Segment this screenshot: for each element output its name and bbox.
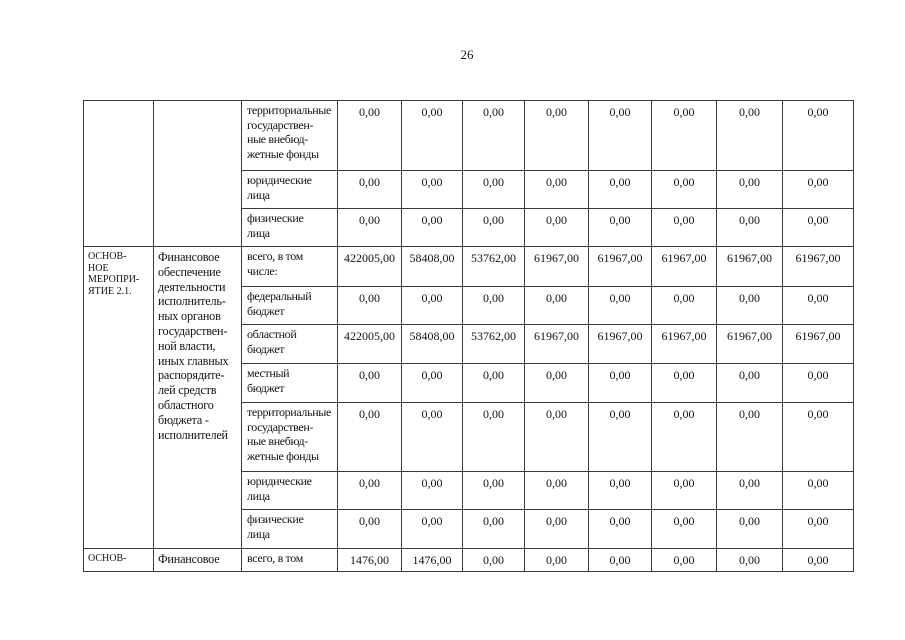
- amount-cell: 0,00: [589, 171, 652, 209]
- table-row: [84, 101, 854, 171]
- amount-cell: 0,00: [783, 364, 854, 403]
- amount-cell: 0,00: [717, 287, 783, 325]
- funding-source-cell: всего, в том: [242, 549, 338, 572]
- funding-source-cell: юридические лица: [242, 472, 338, 510]
- amount-cell: 0,00: [463, 510, 525, 549]
- amount-cell: 0,00: [717, 549, 783, 572]
- amount-cell: 0,00: [338, 364, 402, 403]
- amount-cell: 0,00: [652, 364, 717, 403]
- amount-cell: 0,00: [463, 403, 525, 472]
- amount-cell: 0,00: [652, 209, 717, 247]
- amount-cell: 61967,00: [652, 247, 717, 287]
- amount-cell: 0,00: [783, 101, 854, 171]
- amount-cell: 61967,00: [589, 247, 652, 287]
- amount-cell: 0,00: [589, 403, 652, 472]
- amount-cell: 61967,00: [717, 247, 783, 287]
- amount-cell: 0,00: [338, 209, 402, 247]
- amount-cell: 0,00: [402, 209, 463, 247]
- amount-cell: 0,00: [463, 287, 525, 325]
- amount-cell: 61967,00: [589, 325, 652, 364]
- amount-cell: 0,00: [783, 510, 854, 549]
- amount-cell: 0,00: [338, 101, 402, 171]
- amount-cell: 0,00: [589, 510, 652, 549]
- amount-cell: 0,00: [402, 510, 463, 549]
- amount-cell: 0,00: [652, 472, 717, 510]
- amount-cell: 0,00: [589, 101, 652, 171]
- amount-cell: 0,00: [652, 549, 717, 572]
- amount-cell: 61967,00: [783, 325, 854, 364]
- amount-cell: 422005,00: [338, 325, 402, 364]
- amount-cell: 0,00: [652, 403, 717, 472]
- amount-cell: 0,00: [463, 101, 525, 171]
- budget-table: [83, 100, 854, 572]
- amount-cell: 61967,00: [525, 247, 589, 287]
- activity-title-cell: [154, 101, 242, 247]
- amount-cell: 0,00: [525, 364, 589, 403]
- funding-source-cell: территориальные государствен- ные внебюд- жетные фонды: [242, 403, 338, 472]
- page-number: 26: [460, 47, 474, 62]
- amount-cell: 0,00: [463, 549, 525, 572]
- amount-cell: 0,00: [783, 472, 854, 510]
- amount-cell: 0,00: [338, 403, 402, 472]
- amount-cell: 0,00: [589, 364, 652, 403]
- amount-cell: 0,00: [652, 287, 717, 325]
- amount-cell: 0,00: [525, 510, 589, 549]
- amount-cell: 61967,00: [652, 325, 717, 364]
- amount-cell: 0,00: [402, 403, 463, 472]
- amount-cell: 0,00: [463, 472, 525, 510]
- amount-cell: 0,00: [525, 171, 589, 209]
- activity-title-cell: Финансовое: [154, 549, 242, 572]
- funding-source-cell: всего, в том числе:: [242, 247, 338, 287]
- amount-cell: 0,00: [463, 171, 525, 209]
- funding-source-cell: местный бюджет: [242, 364, 338, 403]
- amount-cell: 53762,00: [463, 247, 525, 287]
- amount-cell: 0,00: [783, 209, 854, 247]
- amount-cell: 0,00: [338, 510, 402, 549]
- amount-cell: 0,00: [402, 171, 463, 209]
- amount-cell: 0,00: [783, 171, 854, 209]
- activity-title-cell: Финансовое обеспечение деятельности исполнитель- ных органов государствен- ной власти, иных главных распорядите- лей средств областного бюджета - исполнителей: [154, 247, 242, 549]
- amount-cell: 1476,00: [338, 549, 402, 572]
- amount-cell: 0,00: [402, 472, 463, 510]
- amount-cell: 0,00: [717, 472, 783, 510]
- amount-cell: 422005,00: [338, 247, 402, 287]
- activity-code-cell: ОСНОВ-: [84, 549, 154, 572]
- amount-cell: 0,00: [525, 403, 589, 472]
- amount-cell: 0,00: [463, 209, 525, 247]
- funding-source-cell: областной бюджет: [242, 325, 338, 364]
- amount-cell: 0,00: [783, 549, 854, 572]
- amount-cell: 0,00: [717, 101, 783, 171]
- amount-cell: 61967,00: [783, 247, 854, 287]
- amount-cell: 0,00: [717, 510, 783, 549]
- amount-cell: 0,00: [783, 403, 854, 472]
- amount-cell: 0,00: [589, 287, 652, 325]
- amount-cell: 0,00: [652, 101, 717, 171]
- amount-cell: 0,00: [525, 287, 589, 325]
- table-row: [84, 247, 854, 287]
- amount-cell: 0,00: [525, 549, 589, 572]
- amount-cell: 0,00: [402, 101, 463, 171]
- amount-cell: 0,00: [525, 209, 589, 247]
- amount-cell: 61967,00: [525, 325, 589, 364]
- table-row: [84, 549, 854, 572]
- amount-cell: 1476,00: [402, 549, 463, 572]
- funding-source-cell: физические лица: [242, 510, 338, 549]
- amount-cell: 0,00: [589, 209, 652, 247]
- amount-cell: 0,00: [402, 364, 463, 403]
- amount-cell: 0,00: [525, 101, 589, 171]
- amount-cell: 0,00: [463, 364, 525, 403]
- amount-cell: 53762,00: [463, 325, 525, 364]
- amount-cell: 0,00: [338, 171, 402, 209]
- amount-cell: 58408,00: [402, 247, 463, 287]
- funding-source-cell: юридические лица: [242, 171, 338, 209]
- amount-cell: 0,00: [652, 510, 717, 549]
- amount-cell: 0,00: [402, 287, 463, 325]
- amount-cell: 0,00: [717, 171, 783, 209]
- funding-source-cell: территориальные государствен- ные внебюд- жетные фонды: [242, 101, 338, 171]
- activity-code-cell: ОСНОВ- НОЕ МЕРОПРИ- ЯТИЕ 2.1.: [84, 247, 154, 549]
- amount-cell: 0,00: [338, 472, 402, 510]
- amount-cell: 0,00: [338, 287, 402, 325]
- amount-cell: 0,00: [717, 364, 783, 403]
- table-body: [84, 101, 854, 572]
- amount-cell: 0,00: [717, 403, 783, 472]
- activity-code-cell: [84, 101, 154, 247]
- funding-source-cell: физические лица: [242, 209, 338, 247]
- amount-cell: 0,00: [717, 209, 783, 247]
- amount-cell: 0,00: [589, 472, 652, 510]
- amount-cell: 0,00: [783, 287, 854, 325]
- amount-cell: 58408,00: [402, 325, 463, 364]
- amount-cell: 0,00: [652, 171, 717, 209]
- funding-source-cell: федеральный бюджет: [242, 287, 338, 325]
- amount-cell: 0,00: [589, 549, 652, 572]
- amount-cell: 61967,00: [717, 325, 783, 364]
- amount-cell: 0,00: [525, 472, 589, 510]
